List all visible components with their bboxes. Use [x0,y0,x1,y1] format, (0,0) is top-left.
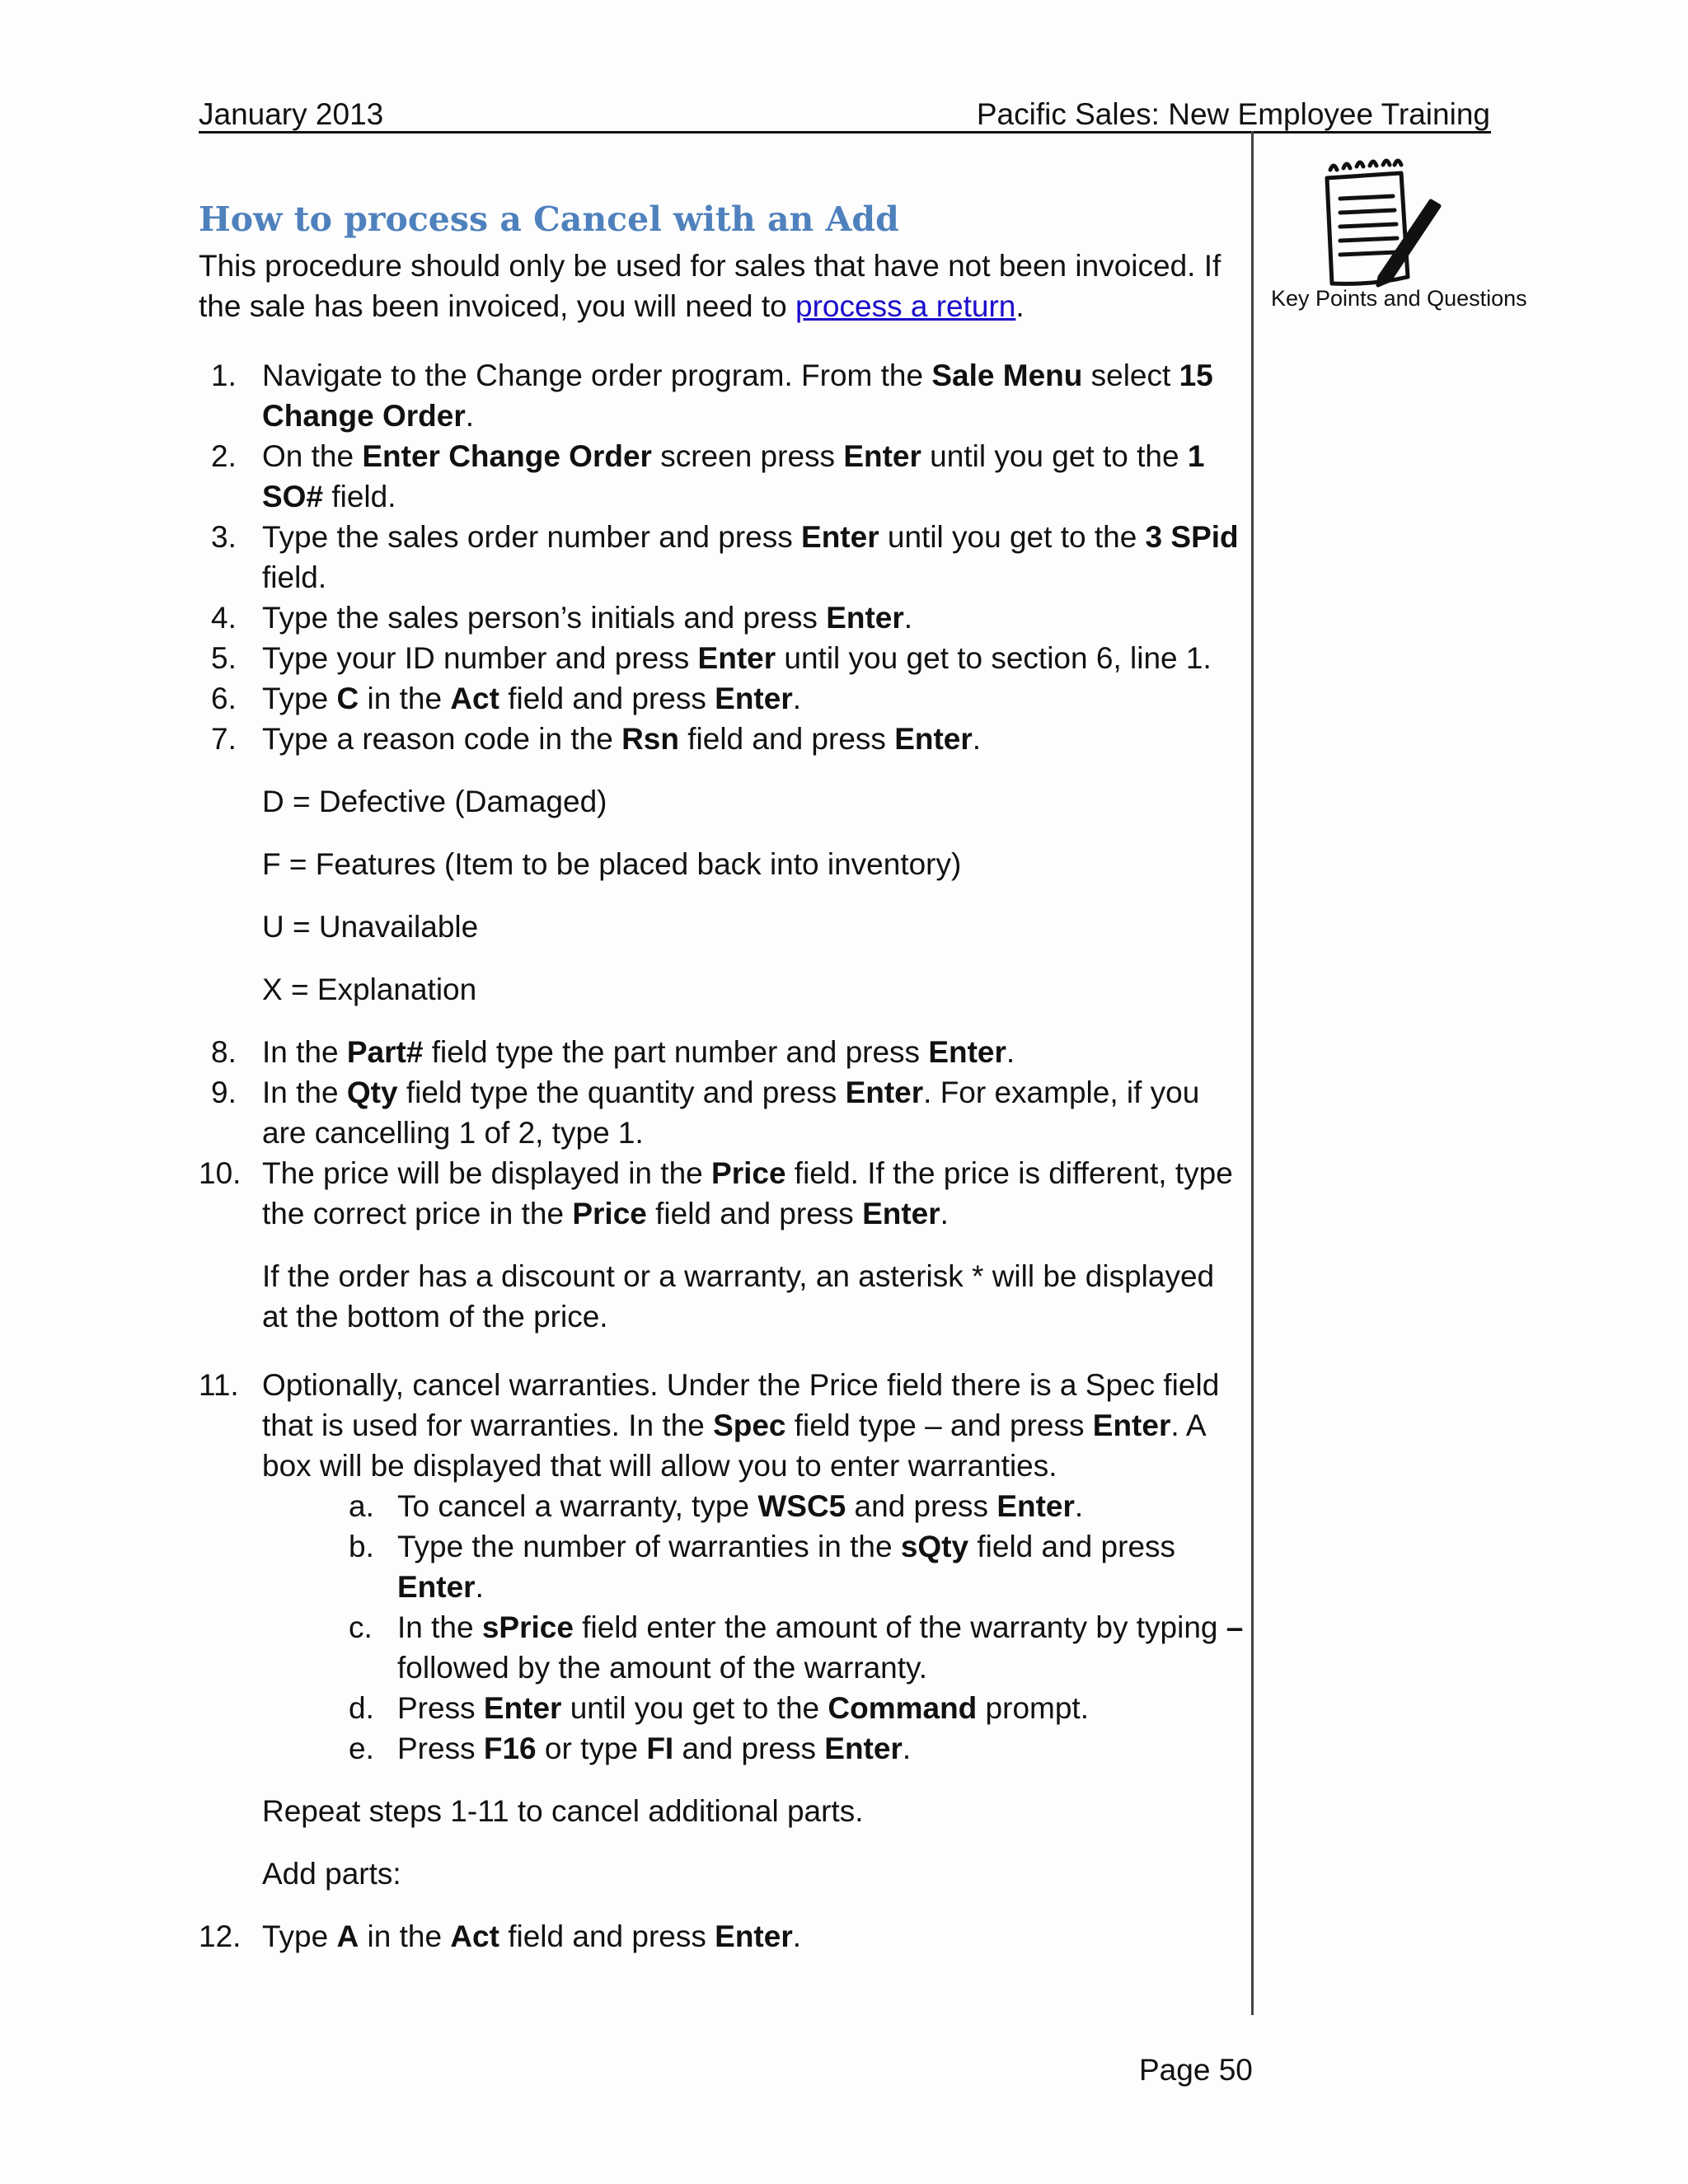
step-8: 8. In the Part# field type the part number and press Enter. [211,1035,1015,1069]
intro-paragraph: This procedure should only be used for sales that have not been invoiced. If the sale has been invoiced, you will need to process a return. [199,249,1221,323]
substep-b: b. Type the number of warranties in the sQty field and press Enter. [349,1530,1176,1604]
step-10: 10. The price will be displayed in the Price field. If the price is different, type the correct price in the Price field and press Enter. [199,1156,1233,1230]
reason-code-list [199,781,1245,1010]
reason-code-item: F = Features (Item to be placed back into inventory) [262,847,962,881]
reason-code-item: D = Defective (Damaged) [262,785,607,818]
key-points-label: Key Points and Questions [1271,286,1527,311]
step-9: 9. In the Qty field type the quantity and press Enter. For example, if you are cancelling 1 of 2, type 1. [211,1076,1200,1150]
repeat-note: Repeat steps 1-11 to cancel additional parts. [262,1794,864,1828]
steps-list-continued [199,1032,1245,1234]
step-1: 1. Navigate to the Change order program. From the Sale Menu select 15 Change Order. [211,359,1213,433]
step-7: 7. Type a reason code in the Rsn field and press Enter. [211,722,982,756]
step-6: 6. Type C in the Act field and press Enter. [211,682,802,715]
steps-list [199,355,1245,759]
header-date: January 2013 [199,97,384,131]
step-3: 3. Type the sales order number and press Enter until you get to the 3 SPid field. [211,520,1239,594]
substep-d: d. Press Enter until you get to the Command prompt. [349,1691,1089,1725]
page-number: Page 50 [1139,2053,1253,2087]
steps-list-warranties [199,1365,1245,1769]
notepad-icon [1315,153,1447,293]
warranty-substeps [262,1486,1245,1769]
step-5: 5. Type your ID number and press Enter until you get to section 6, line 1. [211,641,1212,675]
price-note: If the order has a discount or a warranty, an asterisk * will be displayed at the bottom of the price. [262,1259,1215,1333]
step-4: 4. Type the sales person’s initials and press Enter. [211,601,913,635]
sidebar-divider [1251,131,1254,2015]
process-return-link[interactable]: process a return [795,289,1016,323]
steps-list-add [199,1916,1245,1957]
substep-c: c. In the sPrice field enter the amount of the warranty by typing – followed by the amount of the warranty. [349,1610,1244,1685]
procedure-body [199,246,1245,1957]
add-parts-heading: Add parts: [262,1857,401,1891]
step-12: 12. Type A in the Act field and press Enter. [199,1919,802,1953]
substep-a: a. To cancel a warranty, type WSC5 and press Enter. [349,1489,1084,1523]
section-title: How to process a Cancel with an Add [199,199,899,239]
reason-code-item: X = Explanation [262,972,477,1006]
header-divider [199,131,1491,134]
step-11: 11. Optionally, cancel warranties. Under the Price field there is a Spec field that is used for warranties. In the Spec field type – and press Enter. A box will be displayed that will allow you to enter warranties. a. To cancel a warranty, type WSC5 and press Enter. b. Type the number of warranties in the sQty field and press Enter. c. In the sPrice field enter the amount of the warranty by typing – followed by the amount of the warranty. d. Press Enter until you get to the Command prompt. e. Press F16 or type FI and press Enter. [199,1365,1245,1769]
reason-code-item: U = Unavailable [262,910,479,944]
header-document-title: Pacific Sales: New Employee Training [976,97,1490,131]
step-2: 2. On the Enter Change Order screen press Enter until you get to the 1 SO# field. [211,439,1205,513]
substep-e: e. Press F16 or type FI and press Enter. [349,1732,912,1765]
